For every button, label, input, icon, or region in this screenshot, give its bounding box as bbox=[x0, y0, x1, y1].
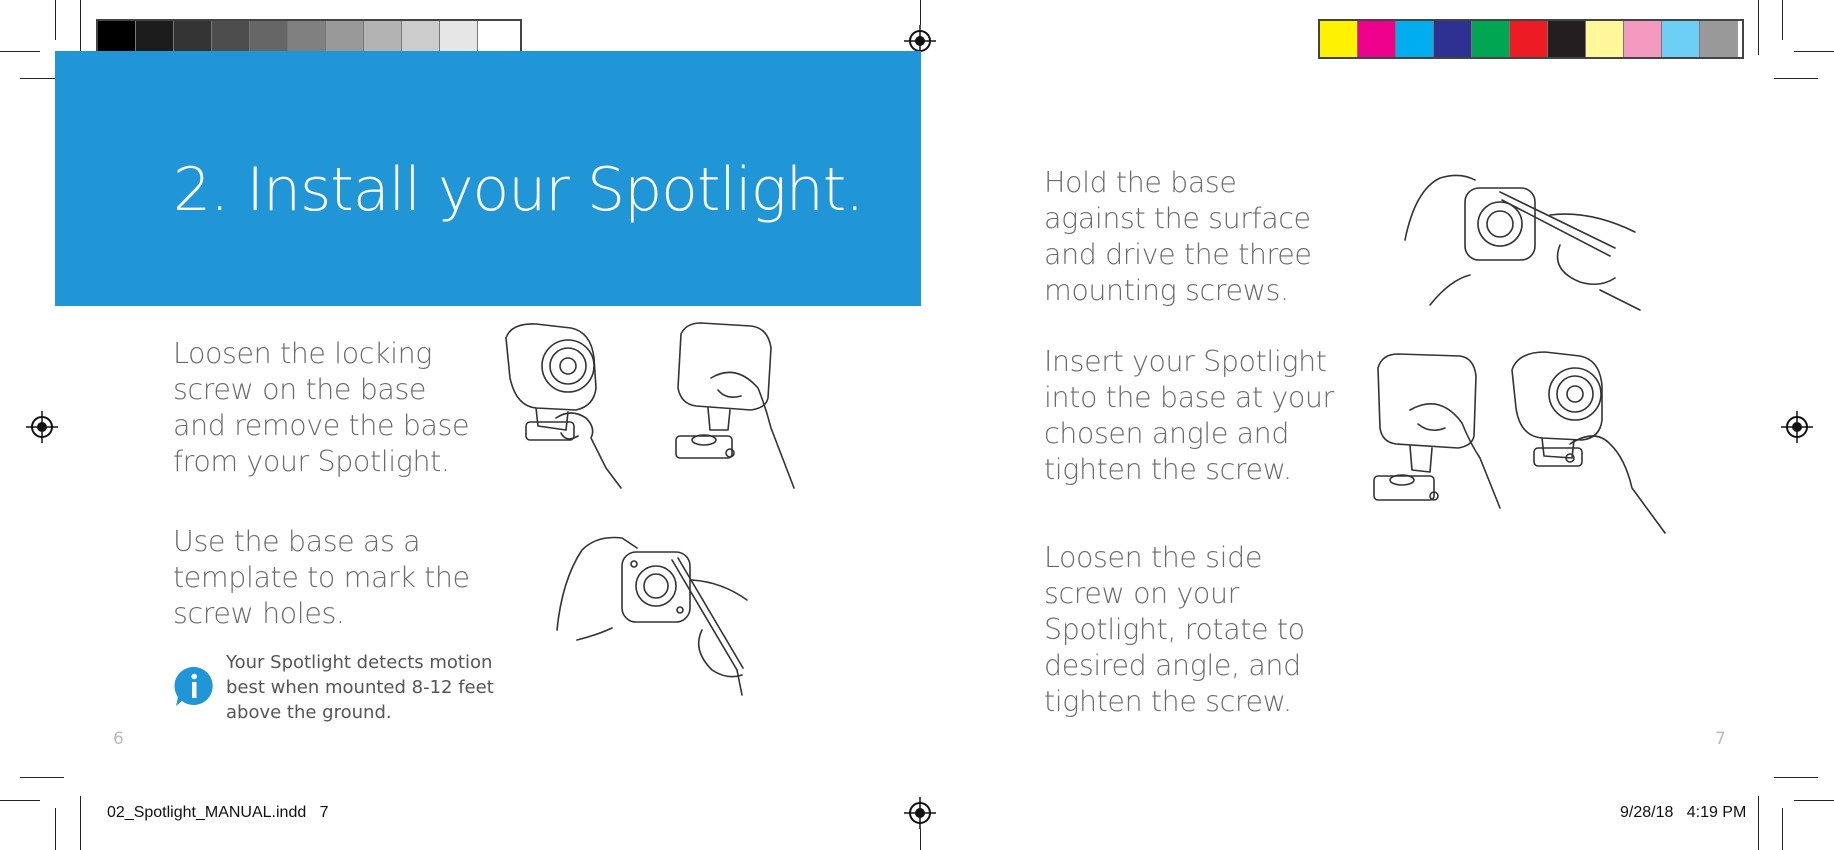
crop-mark bbox=[20, 777, 64, 778]
info-icon bbox=[173, 665, 215, 707]
step-loosen-side-screw: Loosen the side screw on your Spotlight, rotate to desired angle, and tighten the screw. bbox=[1044, 541, 1305, 718]
color-swatch bbox=[1320, 21, 1358, 57]
crop-mark bbox=[1774, 78, 1818, 79]
crop-mark bbox=[80, 796, 81, 850]
process-color-bar bbox=[1318, 19, 1744, 59]
fold-line bbox=[920, 0, 921, 25]
step-use-base-template: Use the base as a template to mark the screw holes. bbox=[173, 525, 470, 630]
color-swatch bbox=[1548, 21, 1586, 57]
color-swatch bbox=[1434, 21, 1472, 57]
crop-mark bbox=[1758, 0, 1759, 55]
registration-mark-icon bbox=[26, 411, 58, 443]
file-slug: 02_Spotlight_MANUAL.indd 7 bbox=[107, 804, 329, 821]
date-slug: 9/28/18 4:19 PM bbox=[1620, 804, 1747, 821]
crop-mark bbox=[1794, 800, 1834, 801]
crop-mark bbox=[0, 800, 40, 801]
crop-mark bbox=[1794, 51, 1834, 52]
crop-mark bbox=[1782, 808, 1783, 850]
page-number-right: 7 bbox=[1715, 729, 1726, 749]
color-swatch bbox=[1586, 21, 1624, 57]
remove-base-illustration bbox=[496, 318, 796, 498]
crop-mark bbox=[55, 808, 56, 850]
color-swatch bbox=[1358, 21, 1396, 57]
color-swatch bbox=[1510, 21, 1548, 57]
crop-mark bbox=[80, 0, 81, 55]
crop-mark bbox=[0, 51, 40, 52]
mounting-tip: Your Spotlight detects motion best when mounted 8-12 feet above the ground. bbox=[226, 652, 494, 723]
insert-spotlight-illustration bbox=[1370, 348, 1670, 538]
step-insert-spotlight: Insert your Spotlight into the base at your chosen angle and tighten the screw. bbox=[1044, 345, 1334, 486]
page-number-left: 6 bbox=[113, 729, 124, 749]
color-swatch bbox=[1624, 21, 1662, 57]
crop-mark bbox=[55, 0, 56, 40]
drive-screws-illustration bbox=[1400, 170, 1645, 315]
fold-line bbox=[920, 829, 921, 850]
color-swatch bbox=[1700, 21, 1738, 57]
mark-holes-illustration bbox=[552, 530, 752, 700]
step-hold-base: Hold the base against the surface and drive the three mounting screws. bbox=[1044, 166, 1312, 307]
crop-mark bbox=[1758, 796, 1759, 850]
color-swatch bbox=[1662, 21, 1700, 57]
registration-mark-icon bbox=[1781, 411, 1813, 443]
registration-mark-icon bbox=[904, 797, 936, 829]
step-loosen-locking-screw: Loosen the locking screw on the base and remove the base from your Spotlight. bbox=[173, 337, 470, 478]
crop-mark bbox=[1774, 777, 1818, 778]
color-swatch bbox=[1396, 21, 1434, 57]
page-title: 2. Install your Spotlight. bbox=[173, 155, 864, 225]
crop-mark bbox=[1782, 0, 1783, 40]
color-swatch bbox=[1472, 21, 1510, 57]
